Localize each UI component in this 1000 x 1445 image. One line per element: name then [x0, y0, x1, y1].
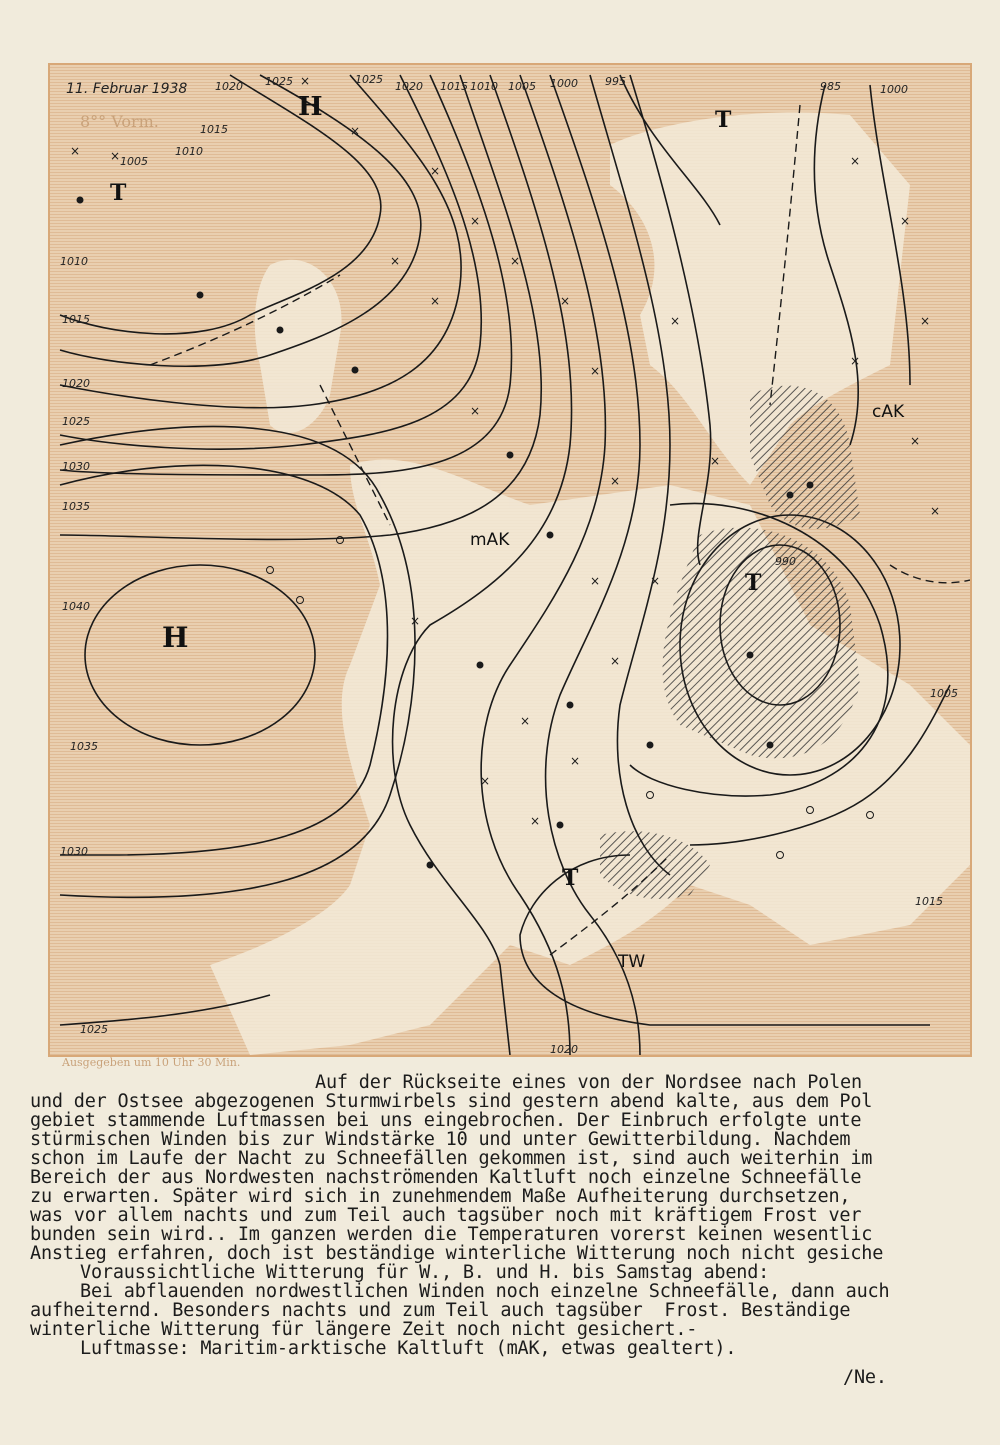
forecast-line: Auf der Rückseite eines von der Nordsee nach Polen — [315, 1072, 862, 1093]
isobar-label: 1000 — [880, 83, 908, 96]
isobar-label: 1025 — [62, 415, 90, 428]
station-dot — [787, 492, 794, 499]
station-dot — [557, 822, 564, 829]
station-dot — [807, 482, 814, 489]
snow-mark: × — [470, 404, 481, 418]
airmass-line: Luftmasse: Maritim-arktische Kaltluft (mAK, etwas gealtert). — [80, 1338, 737, 1359]
station-dot — [547, 532, 554, 539]
signature: /Ne. — [843, 1367, 887, 1388]
forecast-line: und der Ostsee abgezogenen Sturmwirbels sind gestern abend kalte, aus dem Pol — [30, 1091, 873, 1112]
snow-mark: × — [470, 214, 481, 228]
forecast-line: gebiet stammende Luftmassen bei uns eingebrochen. Der Einbruch erfolgte unte — [30, 1110, 862, 1131]
snow-mark: × — [670, 314, 681, 328]
snow-mark: × — [850, 154, 861, 168]
station-dot — [352, 367, 359, 374]
continent-land — [210, 460, 970, 1055]
station-ring — [267, 567, 274, 574]
forecast-line: Anstieg erfahren, doch ist beständige winterliche Witterung noch nicht gesiche — [30, 1243, 884, 1264]
isobar-label: 1005 — [120, 155, 148, 168]
station-dot — [747, 652, 754, 659]
map-time: 8°° Vorm. — [80, 112, 159, 131]
isobar-label: 1000 — [550, 77, 578, 90]
snow-mark: × — [300, 74, 311, 88]
snow-mark: × — [430, 294, 441, 308]
forecast-line: stürmischen Winden bis zur Windstärke 10 und unter Gewitterbildung. Nachdem — [30, 1129, 851, 1150]
isobar-label: 1020 — [62, 377, 90, 390]
snow-mark: × — [510, 254, 521, 268]
forecast-line: schon im Laufe der Nacht zu Schneefällen gekommen ist, sind auch weiterhin im — [30, 1148, 873, 1169]
isobar-label: 1020 — [215, 80, 243, 93]
forecast-line: Bei abflauenden nordwestlichen Winden noch einzelne Schneefälle, dann auch — [80, 1281, 890, 1302]
front-line — [890, 565, 970, 583]
issued-stamp: Ausgegeben um 10 Uhr 30 Min. — [62, 1056, 241, 1069]
snow-mark: × — [930, 504, 941, 518]
isobar-label: 1010 — [60, 255, 88, 268]
station-ring — [297, 597, 304, 604]
isobar-label: 1030 — [62, 460, 90, 473]
isobar-label: 1035 — [70, 740, 98, 753]
snow-mark: × — [590, 364, 601, 378]
isobar-label: 1040 — [62, 600, 90, 613]
forecast-subheading: Voraussichtliche Witterung für W., B. und H. bis Samstag abend: — [80, 1262, 770, 1283]
snow-mark: × — [70, 144, 81, 158]
airmass-label-mak: mAK — [470, 530, 510, 550]
forecast-line: winterliche Witterung für längere Zeit noch nicht gesichert.- — [30, 1319, 698, 1340]
isobar-label: 1015 — [62, 313, 90, 326]
forecast-line: aufheiternd. Besonders nachts und zum Teil auch tagsüber Frost. Beständige — [30, 1300, 851, 1321]
isobar-label: 1005 — [508, 80, 536, 93]
station-dot — [767, 742, 774, 749]
snow-mark: × — [570, 754, 581, 768]
snow-mark: × — [610, 654, 621, 668]
isobar-label: 1030 — [60, 845, 88, 858]
isobar-label: 1010 — [175, 145, 203, 158]
station-dot — [77, 197, 84, 204]
snow-mark: × — [390, 254, 401, 268]
station-dot — [567, 702, 574, 709]
low-italy-symbol: T — [562, 865, 579, 891]
snow-mark: × — [920, 314, 931, 328]
isobar-label: 1025 — [355, 73, 383, 86]
snow-mark: × — [850, 354, 861, 368]
high-atlantic-symbol: H — [162, 621, 189, 654]
isobar-label: 1015 — [440, 80, 468, 93]
isobar-label: 990 — [775, 555, 796, 568]
isobar-label: 1025 — [80, 1023, 108, 1036]
isobar-high-atlantic — [85, 565, 315, 745]
forecast-line: bunden sein wird.. Im ganzen werden die Temperaturen vorerst keinen wesentlic — [30, 1224, 873, 1245]
low-poland-symbol: T — [745, 570, 762, 596]
station-dot — [647, 742, 654, 749]
snow-mark: × — [520, 714, 531, 728]
snow-mark: × — [610, 474, 621, 488]
isobar-label: 1035 — [62, 500, 90, 513]
station-dot — [507, 452, 514, 459]
snow-mark: × — [710, 454, 721, 468]
isobar-label: 1010 — [470, 80, 498, 93]
low-iceland-symbol: T — [110, 180, 127, 206]
isobar-label: 1015 — [915, 895, 943, 908]
isobar-label: 985 — [820, 80, 841, 93]
hatch-baltic — [750, 386, 860, 529]
airmass-label-tw: TW — [618, 952, 646, 972]
front-line — [320, 385, 390, 525]
snow-mark: × — [560, 294, 571, 308]
station-dot — [197, 292, 204, 299]
isobar-label: 1005 — [930, 687, 958, 700]
isobar-label: 1020 — [550, 1043, 578, 1055]
snow-mark: × — [110, 149, 121, 163]
map-drawing — [50, 65, 970, 1055]
isobar-label: 1020 — [395, 80, 423, 93]
forecast-line: was vor allem nachts und zum Teil auch tagsüber noch mit kräftigem Frost ver — [30, 1205, 862, 1226]
isobar-label: 995 — [605, 75, 626, 88]
airmass-label-cak: cAK — [872, 402, 905, 422]
weather-map — [48, 63, 972, 1057]
hatch-poland — [663, 528, 860, 759]
snow-mark: × — [430, 164, 441, 178]
snow-mark: × — [910, 434, 921, 448]
station-dot — [477, 662, 484, 669]
forecast-line: Bereich der aus Nordwesten nachströmenden Kaltluft noch einzelne Schneefälle — [30, 1167, 862, 1188]
snow-mark: × — [590, 574, 601, 588]
isobar-label: 1015 — [200, 123, 228, 136]
station-dot — [277, 327, 284, 334]
snow-mark: × — [530, 814, 541, 828]
snow-mark: × — [900, 214, 911, 228]
forecast-line: zu erwarten. Später wird sich in zunehmendem Maße Aufheiterung durchsetzen, — [30, 1186, 851, 1207]
low-scandinavia-symbol: T — [715, 107, 732, 133]
snow-mark: × — [350, 124, 361, 138]
isobar-label: 1025 — [265, 75, 293, 88]
snow-mark: × — [650, 574, 661, 588]
snow-mark: × — [410, 614, 421, 628]
isobar — [60, 465, 388, 855]
station-dot — [427, 862, 434, 869]
high-north-symbol: H — [298, 92, 323, 122]
map-date: 11. Februar 1938 — [66, 81, 188, 97]
snow-mark: × — [480, 774, 491, 788]
